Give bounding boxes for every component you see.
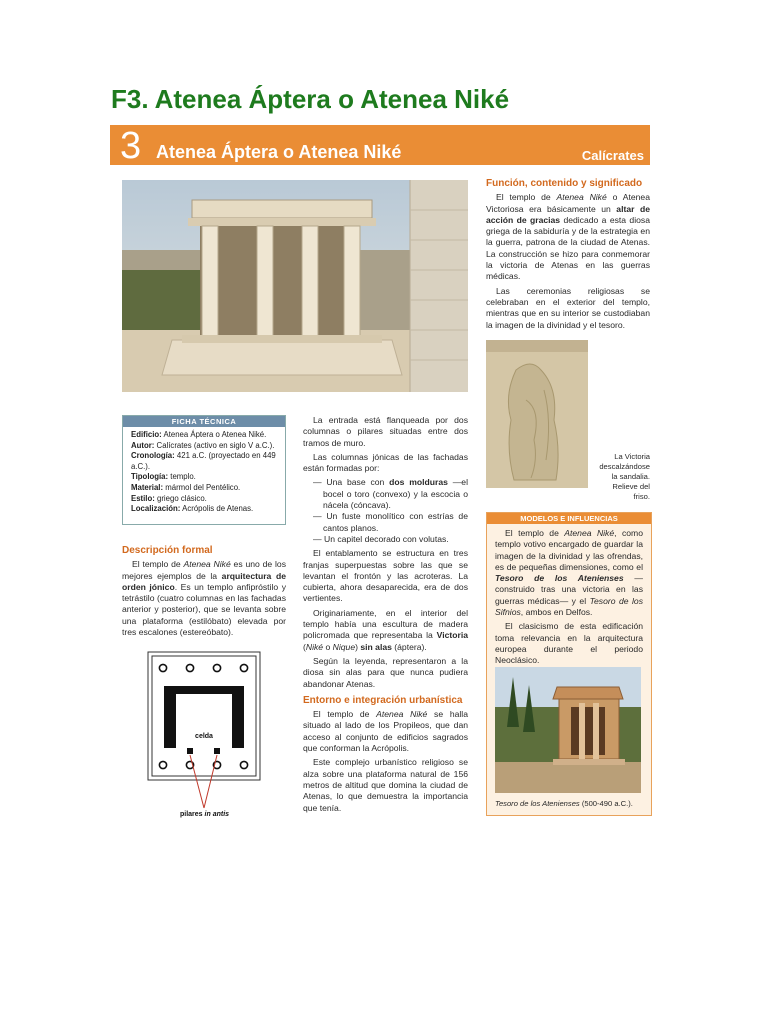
ficha-tecnica [122,415,286,525]
middle-paragraph-2: Las columnas jónicas de las fachadas están formadas por: [303,451,468,474]
treasury-caption: Tesoro de los Atenienses (500-490 a.C.). [495,799,633,808]
banner-title: Atenea Áptera o Atenea Niké [156,142,402,162]
columns-list [303,477,468,545]
descripcion-section [122,545,286,641]
relief-caption: La Victoria descalzándose la sandalia. Relieve del friso. [599,452,650,501]
banner-number: 3 [120,125,142,167]
ficha-row: Cronología: 421 a.C. (proyectado en 449 a.C.). [131,451,276,471]
list-item: — Un fuste monolítico con estrías de cantos planos. [313,511,468,533]
plan-label-celda: celda [195,733,213,740]
ficha-row: Tipología: templo. [131,472,196,482]
temple-photo [122,180,468,392]
funcion-paragraph-1: El templo de Atenea Niké o Atenea Victoriosa era básicamente un altar de acción de gracias dedicado a esta diosa griega de la sabiduría y de la estrategia en la guerra, patrona de la ciudad de Atenas. La construcción se hizo para conmemorar la victoria de Atenas en las guerras médicas. [486,192,650,282]
modelos-paragraph-2: El clasicismo de esta edificación toma relevancia en la arquitectura europea durante el periodo Neoclásico. [495,621,643,666]
list-item: — Una base con dos molduras —el bocel o toro (convexo) y la escocia o nácela (cóncava). [313,477,468,511]
plan-label-pilares: pilares in antis [180,811,230,818]
ficha-row: Edificio: Atenea Áptera o Atenea Niké. [131,430,267,439]
modelos-paragraph-1: El templo de Atenea Niké, como templo votivo encargado de guardar la imagen de la divinidad y las ofrendas, es de pequeñas dimensiones, como el Tesoro de los Atenienses —construido tras una victoria en las guerras médicas— y el Tesoro de los Sifnios, ambos en Delfos. [495,528,643,618]
descripcion-heading: Descripción formal [122,545,213,556]
ficha-heading: FICHA TÉCNICA [123,416,285,427]
entorno-paragraph-2: Este complejo urbanístico religioso se alza sobre una plataforma natural de 156 metros de altitud que domina la ciudad de Atenas, lo que demuestra la importancia que tenía. [303,757,468,813]
modelos-heading: MODELOS E INFLUENCIAS [487,513,651,524]
middle-paragraph-3: El entablamento se estructura en tres franjas superpuestas sobre las que se levantan el frontón y las acroteras. La cubierta, ahora desaparecida, era de dos vertientes. [303,548,468,604]
page-heading [111,84,509,115]
ficha-row: Autor: Calícrates (activo en siglo V a.C.). [131,440,275,450]
list-item: — Un capitel decorado con volutas. [313,533,449,544]
ficha-row: Estilo: griego clásico. [131,493,207,503]
funcion-heading: Función, contenido y significado [486,178,643,189]
funcion-paragraph-2: Las ceremonias religiosas se celebraban en el exterior del templo, mientras que en su interior se custodiaban la imagen de la divinidad y el tesoro. [486,285,650,330]
relief-photo [486,340,588,488]
entorno-paragraph-1: El templo de Atenea Niké se halla situado al lado de los Propileos, que dan acceso al conjunto de edificios sagrados que conforman la Acrópolis. [303,709,468,754]
middle-paragraph-5: Según la leyenda, representaron a la diosa sin alas para que nunca pudiera abandonar Atenas. [303,655,468,689]
section-banner [110,125,650,165]
middle-paragraph-1: La entrada está flanqueada por dos columnas o pilares situadas entre dos tramos de muro. [303,415,468,448]
banner-author: Calícrates [581,148,644,163]
treasury-photo [495,667,641,793]
floor-plan [146,650,262,820]
middle-paragraph-4: Originariamente, en el interior del templo había una escultura de madera policromada que representaba la Victoria (Niké o Nique) sin alas (áptera). [303,607,468,652]
entorno-heading: Entorno e integración urbanística [303,694,463,706]
ficha-row: Material: mármol del Pentélico. [131,482,241,492]
ficha-row: Localización: Acrópolis de Atenas. [131,504,254,514]
modelos-box [486,512,652,816]
descripcion-paragraph: El templo de Atenea Niké es uno de los mejores ejemplos de la arquitectura de orden jónico. Es un templo anfipróstilo y tetrástilo (cuatro columnas en las fachadas anterior y posterior), que se levanta sobre una plataforma (estilóbato) elevada por tres escalones (estereóbato). [122,559,286,638]
heading-title: Atenea Áptera o Atenea Niké [154,84,510,114]
middle-column [303,415,468,817]
heading-code: F3. [111,84,149,114]
funcion-section [486,178,650,334]
